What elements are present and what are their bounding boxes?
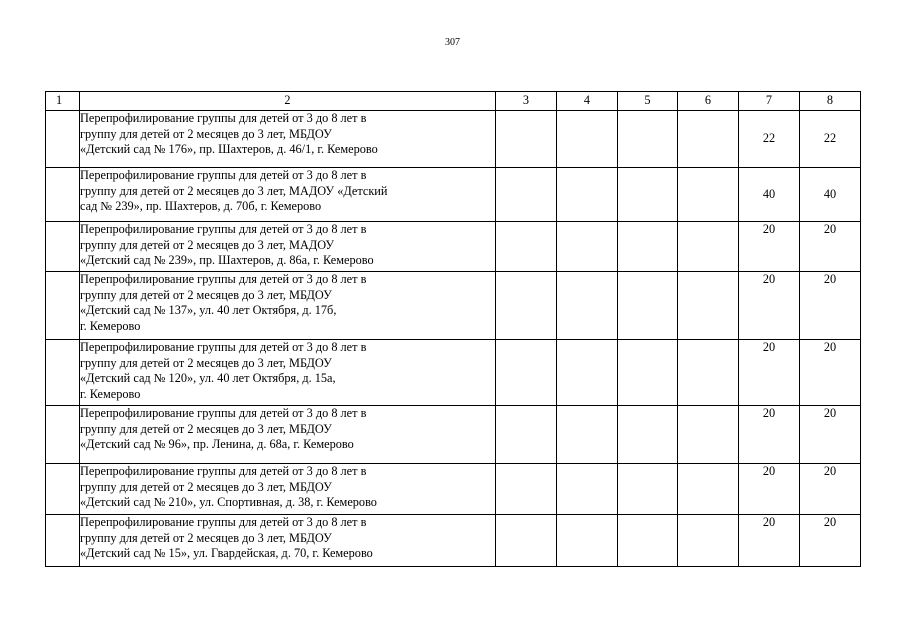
- description-line: группу для детей от 2 месяцев до 3 лет, МБДОУ: [80, 479, 332, 494]
- cell-col-4: [557, 272, 618, 340]
- cell-col-3: [496, 272, 557, 340]
- row-index-cell: [46, 272, 80, 340]
- cell-col-4: [557, 515, 618, 567]
- header-row: [46, 92, 861, 111]
- cell-col-5: [618, 464, 678, 515]
- row-description: [80, 111, 496, 168]
- description-line: группу для детей от 2 месяцев до 3 лет, МБДОУ: [80, 126, 332, 141]
- cell-col-5: [618, 272, 678, 340]
- cell-col-8: 20: [800, 406, 861, 464]
- description-line: «Детский сад № 15», ул. Гвардейская, д. 70, г. Кемерово: [80, 546, 373, 560]
- cell-col-4: [557, 111, 618, 168]
- description-line: группу для детей от 2 месяцев до 3 лет, МАДОУ «Детский: [80, 183, 388, 198]
- header-col-1: 1: [46, 92, 80, 111]
- row-index-cell: [46, 168, 80, 222]
- description-line: «Детский сад № 137», ул. 40 лет Октября, д. 17б,: [80, 303, 337, 317]
- cell-col-6: [678, 222, 739, 272]
- cell-col-8: 22: [800, 111, 861, 168]
- cell-col-4: [557, 340, 618, 406]
- cell-col-7: 20: [739, 515, 800, 567]
- cell-col-7: 20: [739, 272, 800, 340]
- cell-col-4: [557, 222, 618, 272]
- description-line: Перепрофилирование группы для детей от 3 до 8 лет в: [80, 168, 367, 182]
- cell-col-7: 20: [739, 406, 800, 464]
- description-line: «Детский сад № 96», пр. Ленина, д. 68а, г. Кемерово: [80, 437, 354, 451]
- table-row: [46, 515, 861, 567]
- cell-col-6: [678, 340, 739, 406]
- row-index-cell: [46, 111, 80, 168]
- table-row: [46, 222, 861, 272]
- description-line: «Детский сад № 176», пр. Шахтеров, д. 46/1, г. Кемерово: [80, 142, 378, 156]
- row-index-cell: [46, 515, 80, 567]
- description-line: Перепрофилирование группы для детей от 3 до 8 лет в: [80, 406, 367, 420]
- cell-col-7: 20: [739, 464, 800, 515]
- program-table: [45, 91, 861, 567]
- header-col-6: 6: [678, 92, 739, 111]
- cell-col-4: [557, 406, 618, 464]
- cell-col-8: 20: [800, 464, 861, 515]
- table-row: [46, 406, 861, 464]
- row-description: [80, 406, 496, 464]
- cell-col-5: [618, 340, 678, 406]
- cell-col-8: 20: [800, 222, 861, 272]
- description-line: «Детский сад № 239», пр. Шахтеров, д. 86а, г. Кемерово: [80, 253, 374, 267]
- row-index-cell: [46, 222, 80, 272]
- description-line: «Детский сад № 120», ул. 40 лет Октября, д. 15а,: [80, 371, 336, 385]
- header-col-8: 8: [800, 92, 861, 111]
- description-line: группу для детей от 2 месяцев до 3 лет, МБДОУ: [80, 421, 332, 436]
- description-line: группу для детей от 2 месяцев до 3 лет, МАДОУ: [80, 237, 335, 252]
- cell-col-3: [496, 340, 557, 406]
- cell-col-6: [678, 272, 739, 340]
- table-row: [46, 111, 861, 168]
- description-line: Перепрофилирование группы для детей от 3 до 8 лет в: [80, 272, 367, 286]
- table-row: [46, 340, 861, 406]
- cell-col-7: 40: [739, 168, 800, 222]
- header-col-2: 2: [80, 92, 496, 111]
- cell-col-7: 22: [739, 111, 800, 168]
- description-line: Перепрофилирование группы для детей от 3 до 8 лет в: [80, 515, 367, 529]
- description-line: Перепрофилирование группы для детей от 3 до 8 лет в: [80, 222, 367, 236]
- description-line: Перепрофилирование группы для детей от 3 до 8 лет в: [80, 464, 367, 478]
- cell-col-8: 20: [800, 515, 861, 567]
- cell-col-6: [678, 111, 739, 168]
- cell-col-6: [678, 406, 739, 464]
- cell-col-5: [618, 111, 678, 168]
- cell-col-8: 20: [800, 340, 861, 406]
- row-description: [80, 515, 496, 567]
- cell-col-8: 20: [800, 272, 861, 340]
- description-line: сад № 239», пр. Шахтеров, д. 70б, г. Кемерово: [80, 199, 322, 213]
- description-line: Перепрофилирование группы для детей от 3 до 8 лет в: [80, 111, 367, 125]
- cell-col-3: [496, 111, 557, 168]
- page-number: 307: [445, 37, 460, 48]
- description-line: Перепрофилирование группы для детей от 3 до 8 лет в: [80, 340, 367, 354]
- table-row: [46, 464, 861, 515]
- cell-col-3: [496, 222, 557, 272]
- cell-col-3: [496, 168, 557, 222]
- row-description: [80, 464, 496, 515]
- row-description: [80, 222, 496, 272]
- description-line: г. Кемерово: [80, 386, 141, 401]
- header-col-4: 4: [557, 92, 618, 111]
- cell-col-6: [678, 464, 739, 515]
- row-index-cell: [46, 340, 80, 406]
- cell-col-7: 20: [739, 340, 800, 406]
- cell-col-4: [557, 168, 618, 222]
- header-col-7: 7: [739, 92, 800, 111]
- description-line: «Детский сад № 210», ул. Спортивная, д. 38, г. Кемерово: [80, 495, 377, 509]
- header-col-3: 3: [496, 92, 557, 111]
- description-line: группу для детей от 2 месяцев до 3 лет, МБДОУ: [80, 530, 332, 545]
- cell-col-6: [678, 168, 739, 222]
- description-line: группу для детей от 2 месяцев до 3 лет, МБДОУ: [80, 355, 332, 370]
- row-index-cell: [46, 464, 80, 515]
- cell-col-5: [618, 406, 678, 464]
- description-line: группу для детей от 2 месяцев до 3 лет, МБДОУ: [80, 287, 332, 302]
- cell-col-4: [557, 464, 618, 515]
- cell-col-3: [496, 406, 557, 464]
- cell-col-3: [496, 464, 557, 515]
- table-row: [46, 168, 861, 222]
- row-description: [80, 272, 496, 340]
- cell-col-3: [496, 515, 557, 567]
- row-index-cell: [46, 406, 80, 464]
- cell-col-5: [618, 168, 678, 222]
- header-col-5: 5: [618, 92, 678, 111]
- cell-col-5: [618, 222, 678, 272]
- cell-col-5: [618, 515, 678, 567]
- cell-col-8: 40: [800, 168, 861, 222]
- cell-col-6: [678, 515, 739, 567]
- cell-col-7: 20: [739, 222, 800, 272]
- description-line: г. Кемерово: [80, 318, 141, 333]
- row-description: [80, 340, 496, 406]
- row-description: [80, 168, 496, 222]
- table-row: [46, 272, 861, 340]
